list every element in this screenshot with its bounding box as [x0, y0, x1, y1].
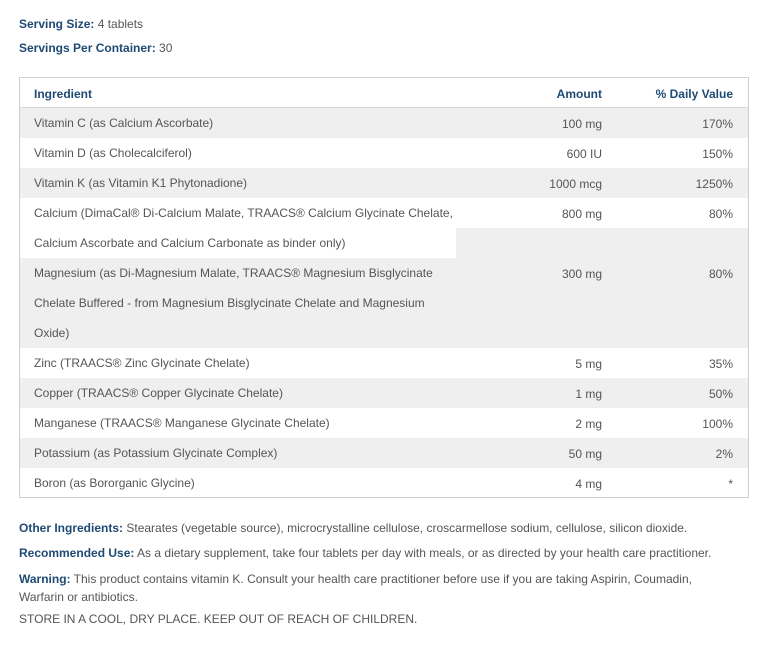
- row-ingredient: Vitamin K (as Vitamin K1 Phytonadione): [34, 176, 248, 190]
- storage-instructions: STORE IN A COOL, DRY PLACE. KEEP OUT OF REACH OF CHILDREN.: [19, 612, 418, 626]
- row-ingredient: Magnesium (as Di-Magnesium Malate, TRAACS® Magnesium Bisglycinate Chelate Buffered - from Magnesium Bisglycinate Chelate and Magnesium Oxide): [34, 266, 433, 340]
- warning-label: Warning:: [19, 572, 71, 586]
- header-ingredient: Ingredient: [34, 87, 93, 101]
- table-row: [20, 138, 748, 168]
- row-daily-value: 100%: [702, 417, 733, 431]
- row-daily-value: 2%: [715, 447, 733, 461]
- row-amount: 5 mg: [575, 357, 602, 371]
- table-row: [20, 378, 748, 408]
- row-daily-value: 170%: [702, 117, 733, 131]
- row-amount: 600 IU: [566, 147, 602, 161]
- other-ingredients: [19, 521, 687, 535]
- row-amount: 100 mg: [561, 117, 602, 131]
- other-ingredients-text: Stearates (vegetable source), microcrystalline cellulose, croscarmellose sodium, cellulose, silicon dioxide.: [123, 521, 688, 535]
- serving-size-label: Serving Size:: [19, 17, 95, 31]
- table-row: [20, 438, 748, 468]
- row-amount: 1 mg: [575, 387, 602, 401]
- row-daily-value: 1250%: [695, 177, 733, 191]
- table-header: [20, 78, 748, 108]
- row-daily-value: 150%: [702, 147, 733, 161]
- row-amount: 2 mg: [575, 417, 602, 431]
- recommended-use-label: Recommended Use:: [19, 546, 135, 560]
- table-row: [20, 468, 748, 498]
- table-row: [20, 348, 748, 378]
- row-amount: 800 mg: [561, 207, 602, 221]
- row-daily-value: 80%: [708, 207, 733, 221]
- row-daily-value: 80%: [708, 267, 733, 281]
- row-amount: 1000 mcg: [549, 177, 602, 191]
- row-ingredient: Zinc (TRAACS® Zinc Glycinate Chelate): [34, 356, 250, 370]
- warning: [19, 570, 739, 606]
- table-row: [20, 258, 748, 348]
- row-daily-value: *: [728, 477, 733, 491]
- row-ingredient: Vitamin C (as Calcium Ascorbate): [34, 116, 214, 130]
- row-ingredient: Vitamin D (as Cholecalciferol): [34, 146, 192, 160]
- other-ingredients-label: Other Ingredients:: [19, 521, 124, 535]
- row-amount: 300 mg: [561, 267, 602, 281]
- table-row: [20, 198, 748, 258]
- header-amount: Amount: [556, 87, 602, 101]
- row-ingredient: Calcium (DimaCal® Di-Calcium Malate, TRAACS® Calcium Glycinate Chelate, Calcium Ascorbate and Calcium Carbonate as binder only): [34, 206, 453, 250]
- row-daily-value: 50%: [708, 387, 733, 401]
- warning-text: This product contains vitamin K. Consult your health care practitioner before use if you are taking Aspirin, Coumadin, Warfarin or antibiotics.: [19, 572, 692, 604]
- servings-per-container-label: Servings Per Container:: [19, 41, 156, 55]
- recommended-use: [19, 546, 711, 560]
- supplement-facts-table: [19, 77, 749, 498]
- serving-size-value: 4 tablets: [94, 17, 144, 31]
- serving-size: [19, 17, 143, 31]
- row-amount: 4 mg: [575, 477, 602, 491]
- row-ingredient: Potassium (as Potassium Glycinate Complex): [34, 446, 278, 460]
- table-row: [20, 168, 748, 198]
- table-row: [20, 408, 748, 438]
- row-ingredient: Boron (as Bororganic Glycine): [34, 476, 195, 490]
- recommended-use-text: As a dietary supplement, take four tablets per day with meals, or as directed by your health care practitioner.: [134, 546, 712, 560]
- servings-per-container-value: 30: [155, 41, 173, 55]
- header-daily-value: % Daily Value: [655, 87, 733, 101]
- row-ingredient: Manganese (TRAACS® Manganese Glycinate Chelate): [34, 416, 330, 430]
- servings-per-container: [19, 41, 172, 55]
- row-amount: 50 mg: [568, 447, 602, 461]
- row-daily-value: 35%: [708, 357, 733, 371]
- table-row: [20, 108, 748, 138]
- row-ingredient: Copper (TRAACS® Copper Glycinate Chelate): [34, 386, 283, 400]
